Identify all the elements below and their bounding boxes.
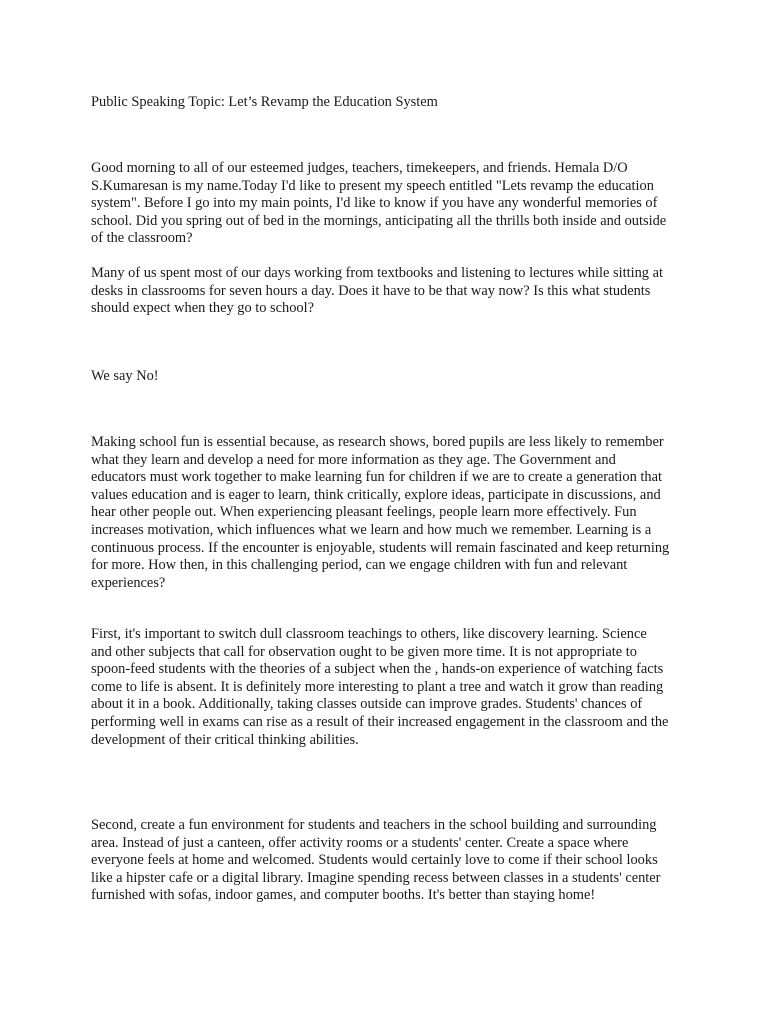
paragraph-first-point: First, it's important to switch dull classroom teachings to others, like discovery learning. Science and other subjects that call for observation ought to be given more time. It is not appropriate to spoon-feed students with the theories of a subject when the , hands-on experience of watching facts come to life is absent. It is definitely more interesting to plant a tree and watch it grow than reading about it in a book. Additionally, taking classes outside can improve grades. Students' chances of performing well in exams can rise as a result of their increased engagement in the classroom and the development of their critical thinking abilities. <box>91 626 669 748</box>
document-title: Public Speaking Topic: Let’s Revamp the Education System <box>91 94 438 110</box>
paragraph-introduction: Good morning to all of our esteemed judges, teachers, timekeepers, and friends. Hemala D/O S.Kumaresan is my name.Today I'd like to present my speech entitled "Lets revamp the education system". Before I go into my main points, I'd like to know if you have any wonderful memories of school. Did you spring out of bed in the mornings, anticipating all the thrills both inside and outside of the classroom? <box>91 160 667 247</box>
paragraph-textbooks: Many of us spent most of our days working from textbooks and listening to lectures while sitting at desks in classrooms for seven hours a day. Does it have to be that way now? Is this what students should expect when they go to school? <box>91 265 663 317</box>
paragraph-second-point: Second, create a fun environment for students and teachers in the school building and surrounding area. Instead of just a canteen, offer activity rooms or a students' center. Create a space where everyone feels at home and welcomed. Students would certainly love to come if their school looks like a hipster cafe or a digital library. Imagine spending recess between classes in a students' center furnished with sofas, indoor games, and computer booths. It's better than staying home! <box>91 817 661 904</box>
paragraph-we-say-no: We say No! <box>91 368 159 384</box>
paragraph-making-school-fun: Making school fun is essential because, as research shows, bored pupils are less likely to remember what they learn and develop a need for more information as they age. The Government and educators must work together to make learning fun for children if we are to create a generation that values education and is eager to learn, think critically, explore ideas, participate in discussions, and hear other people out. When experiencing pleasant feelings, people learn more effectively. Fun increases motivation, which influences what we learn and how much we remember. Learning is a continuous process. If the encounter is enjoyable, students will remain fascinated and keep returning for more. How then, in this challenging period, can we engage children with fun and relevant experiences? <box>91 434 670 591</box>
